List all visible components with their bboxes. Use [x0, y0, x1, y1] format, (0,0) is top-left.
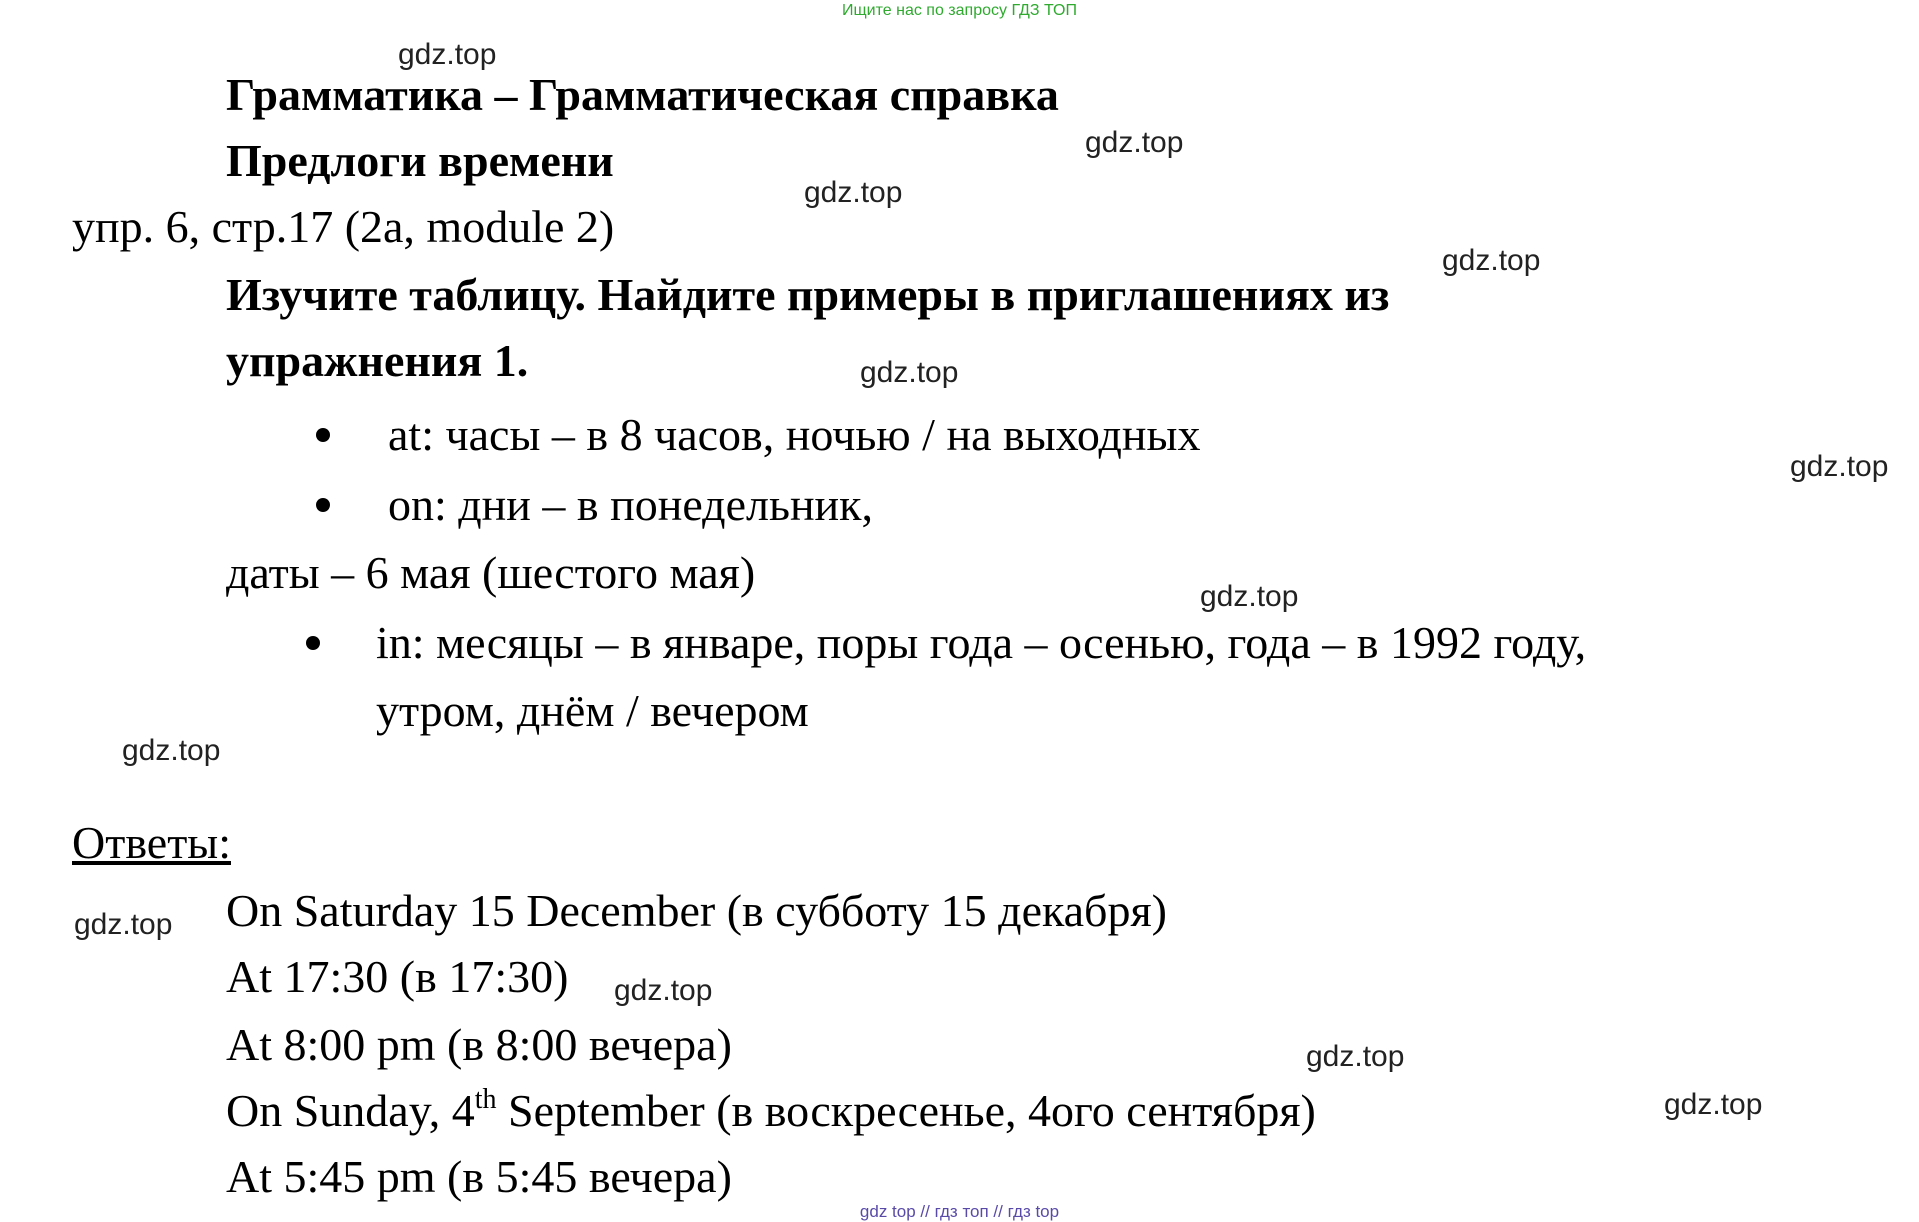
- watermark: gdz.top: [74, 908, 173, 941]
- watermark: gdz.top: [1200, 580, 1299, 613]
- footer-links: gdz top // гдз топ // гдз top: [859, 1202, 1060, 1221]
- answer-4-end: September (в воскресенье, 4ого сентября): [496, 1085, 1316, 1136]
- top-banner: Ищите нас по запросу ГДЗ ТОП: [842, 2, 1077, 19]
- watermark: gdz.top: [804, 176, 903, 209]
- answer-3: At 8:00 pm (в 8:00 вечера): [226, 1019, 732, 1070]
- answer-4-start: On Sunday, 4: [226, 1085, 475, 1136]
- watermark: gdz.top: [1085, 126, 1184, 159]
- answer-1: On Saturday 15 December (в субботу 15 декабря): [226, 885, 1167, 936]
- bullet-icon: [316, 498, 330, 512]
- watermark: gdz.top: [1664, 1088, 1763, 1121]
- watermark: gdz.top: [1790, 450, 1889, 483]
- rule-on: on: дни – в понедельник,: [388, 479, 874, 530]
- answers-label: Ответы:: [72, 817, 231, 868]
- rule-at: at: часы – в 8 часов, ночью / на выходных: [388, 409, 1201, 460]
- task-line-1: Изучите таблицу. Найдите примеры в приглашениях из: [226, 269, 1390, 320]
- exercise-reference: упр. 6, стр.17 (2a, module 2): [72, 201, 615, 252]
- watermark: gdz.top: [398, 38, 497, 71]
- watermark: gdz.top: [122, 734, 221, 767]
- watermark: gdz.top: [860, 356, 959, 389]
- rule-dates: даты – 6 мая (шестого мая): [226, 547, 756, 598]
- page-subtitle: Предлоги времени: [226, 135, 614, 186]
- page-title: Грамматика – Грамматическая справка: [226, 69, 1059, 120]
- rule-in-line-2: утром, днём / вечером: [376, 685, 809, 736]
- watermark: gdz.top: [1306, 1040, 1405, 1073]
- answer-2: At 17:30 (в 17:30): [226, 951, 569, 1002]
- bullet-icon: [316, 428, 330, 442]
- task-line-2: упражнения 1.: [226, 335, 529, 386]
- bullet-icon: [306, 636, 320, 650]
- answer-5: At 5:45 pm (в 5:45 вечера): [226, 1151, 732, 1202]
- answer-4-ordinal-suffix: th: [474, 1083, 497, 1115]
- watermark: gdz.top: [614, 974, 713, 1007]
- watermark: gdz.top: [1442, 244, 1541, 277]
- rule-in-line-1: in: месяцы – в январе, поры года – осенью, года – в 1992 году,: [376, 617, 1587, 668]
- answer-4: [226, 1084, 1316, 1137]
